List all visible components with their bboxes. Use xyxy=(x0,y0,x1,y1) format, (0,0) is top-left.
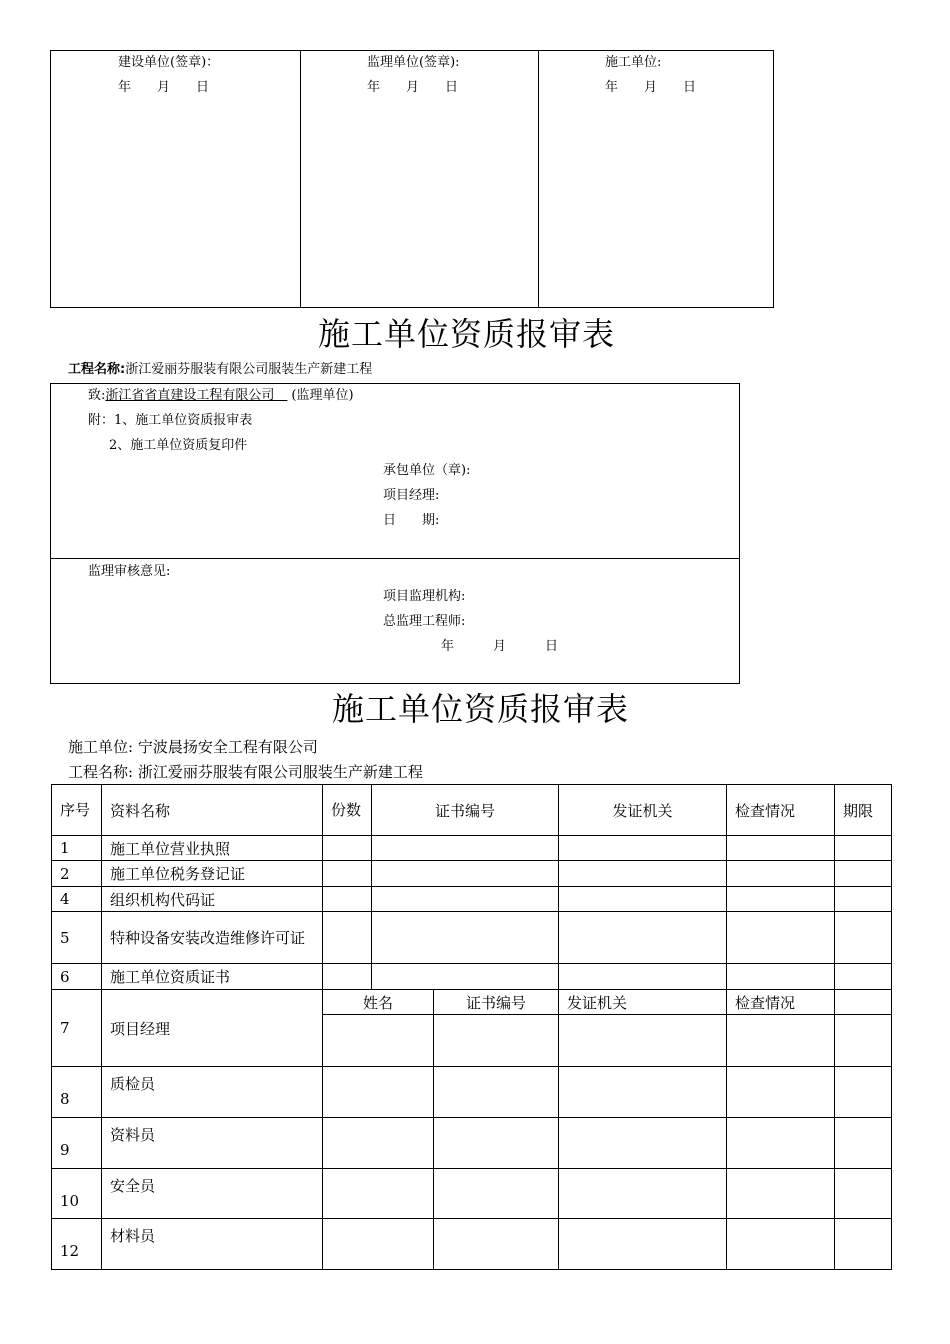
row-check[interactable] xyxy=(727,1015,835,1067)
row-check[interactable] xyxy=(727,836,835,861)
form1-to-suffix: (监理单位) xyxy=(291,388,354,403)
form1-project-label: 工程名称: xyxy=(68,362,126,377)
row-period[interactable] xyxy=(835,836,892,861)
row-check[interactable] xyxy=(727,887,835,912)
row-copies[interactable] xyxy=(323,887,372,912)
personnel-header-issuer: 发证机关 xyxy=(559,990,727,1015)
row-issuer[interactable] xyxy=(559,912,727,964)
form1-to-prefix: 致: xyxy=(88,388,106,403)
row-seq: 8 xyxy=(52,1067,102,1118)
row-period[interactable] xyxy=(835,1067,892,1118)
row-check[interactable] xyxy=(727,1118,835,1169)
owner-sign-label: 建设单位(签章)： xyxy=(118,55,220,70)
row-person-name[interactable] xyxy=(323,1169,434,1219)
supervisor-sign-date: 年 月 日 xyxy=(367,80,459,95)
row-copies[interactable] xyxy=(323,912,372,964)
qualification-table xyxy=(51,784,892,1270)
row-copies[interactable] xyxy=(323,964,372,990)
form2-project-line: 工程名称: 浙江爱丽芬服装有限公司服装生产新建工程 xyxy=(68,763,423,781)
row-seq: 4 xyxy=(52,887,102,912)
row-period[interactable] xyxy=(835,912,892,964)
personnel-header-check: 检查情况 xyxy=(727,990,835,1015)
table-row xyxy=(52,1067,892,1118)
row-doc-name: 施工单位税务登记证 xyxy=(102,861,323,887)
row-role: 资料员 xyxy=(102,1118,323,1169)
form2-unit-line: 施工单位: 宁波晨扬安全工程有限公司 xyxy=(68,738,318,756)
form1-review-date: 年 月 日 xyxy=(441,639,559,654)
personnel-header-period xyxy=(835,990,892,1015)
row-cert-no[interactable] xyxy=(372,861,559,887)
row-person-name[interactable] xyxy=(323,1067,434,1118)
table-row xyxy=(52,1118,892,1169)
header-seq: 序号 xyxy=(52,785,102,836)
row-doc-name: 施工单位营业执照 xyxy=(102,836,323,861)
row-cert-no[interactable] xyxy=(434,1015,559,1067)
row-copies[interactable] xyxy=(323,836,372,861)
row-period[interactable] xyxy=(835,1169,892,1219)
header-issuer: 发证机关 xyxy=(559,785,727,836)
form1-date: 日 期: xyxy=(383,513,440,528)
personnel-header-name: 姓名 xyxy=(323,990,434,1015)
row-person-name[interactable] xyxy=(323,1219,434,1270)
table-row xyxy=(52,912,892,964)
form1-project-name: 浙江爱丽芬服装有限公司服装生产新建工程 xyxy=(125,362,373,377)
row-cert-no[interactable] xyxy=(434,1169,559,1219)
row-seq: 9 xyxy=(52,1118,102,1169)
form1-project-line xyxy=(68,362,372,378)
row-issuer[interactable] xyxy=(559,1067,727,1118)
owner-sign-date: 年 月 日 xyxy=(118,80,210,95)
row-cert-no[interactable] xyxy=(372,836,559,861)
table-row xyxy=(52,1219,892,1270)
form1-contractor: 承包单位（章): xyxy=(383,463,471,478)
table-row xyxy=(52,1169,892,1219)
row-cert-no[interactable] xyxy=(372,912,559,964)
header-period: 期限 xyxy=(835,785,892,836)
form1-project-manager: 项目经理: xyxy=(383,488,440,503)
row-role: 材料员 xyxy=(102,1219,323,1270)
form1-to-org: 浙江省省直建设工程有限公司 xyxy=(105,388,288,403)
row-seq: 1 xyxy=(52,836,102,861)
form1-review-label: 监理审核意见: xyxy=(88,564,171,579)
table-row xyxy=(52,861,892,887)
table-row xyxy=(52,964,892,990)
supervisor-sign-label: 监理单位(签章): xyxy=(367,55,460,70)
header-doc-name: 资料名称 xyxy=(102,785,323,836)
form1-attachment-2: 2、施工单位资质复印件 xyxy=(109,438,248,453)
form1-review-org: 项目监理机构: xyxy=(383,589,466,604)
row-cert-no[interactable] xyxy=(434,1219,559,1270)
row-period[interactable] xyxy=(835,861,892,887)
form1-divider xyxy=(50,558,740,559)
row-cert-no[interactable] xyxy=(434,1118,559,1169)
form1-attachment-1: 附：1、施工单位资质报审表 xyxy=(88,413,253,428)
contractor-sign-date: 年 月 日 xyxy=(605,80,697,95)
row-person-name[interactable] xyxy=(323,1118,434,1169)
contractor-sign-label: 施工单位: xyxy=(605,55,662,70)
table-row xyxy=(52,836,892,861)
row-role: 项目经理 xyxy=(102,990,323,1067)
row-period[interactable] xyxy=(835,1219,892,1270)
signature-divider xyxy=(538,50,539,308)
header-copies: 份数 xyxy=(323,785,372,836)
row-period[interactable] xyxy=(835,964,892,990)
row-doc-name: 施工单位资质证书 xyxy=(102,964,323,990)
row-cert-no[interactable] xyxy=(372,964,559,990)
table-header-row xyxy=(52,785,892,836)
row-seq: 6 xyxy=(52,964,102,990)
row-doc-name: 特种设备安装改造维修许可证 xyxy=(102,912,323,964)
row-issuer[interactable] xyxy=(559,1118,727,1169)
personnel-header-cert-no: 证书编号 xyxy=(434,990,559,1015)
form1-chief-engineer: 总监理工程师: xyxy=(383,614,466,629)
row-issuer[interactable] xyxy=(559,964,727,990)
row-copies[interactable] xyxy=(323,861,372,887)
row-role: 安全员 xyxy=(102,1169,323,1219)
row-issuer[interactable] xyxy=(559,887,727,912)
row-person-name[interactable] xyxy=(323,1015,434,1067)
row-seq: 2 xyxy=(52,861,102,887)
row-check[interactable] xyxy=(727,1067,835,1118)
row-check[interactable] xyxy=(727,1219,835,1270)
header-cert-no: 证书编号 xyxy=(372,785,559,836)
table-row xyxy=(52,887,892,912)
row-issuer[interactable] xyxy=(559,836,727,861)
row-role: 质检员 xyxy=(102,1067,323,1118)
signature-divider xyxy=(300,50,301,308)
row-cert-no[interactable] xyxy=(434,1067,559,1118)
row-seq: 7 xyxy=(52,990,102,1067)
row-cert-no[interactable] xyxy=(372,887,559,912)
row-check[interactable] xyxy=(727,912,835,964)
row-issuer[interactable] xyxy=(559,1169,727,1219)
row-check[interactable] xyxy=(727,861,835,887)
row-issuer[interactable] xyxy=(559,1015,727,1067)
row-issuer[interactable] xyxy=(559,861,727,887)
row-issuer[interactable] xyxy=(559,1219,727,1270)
personnel-header-row xyxy=(52,990,892,1015)
form1-to-line xyxy=(88,388,354,404)
row-period[interactable] xyxy=(835,1015,892,1067)
row-check[interactable] xyxy=(727,1169,835,1219)
form1-title: 施工单位资质报审表 xyxy=(318,315,616,353)
row-period[interactable] xyxy=(835,1118,892,1169)
form2-title: 施工单位资质报审表 xyxy=(332,690,630,728)
row-seq: 12 xyxy=(52,1219,102,1270)
row-seq: 5 xyxy=(52,912,102,964)
header-check: 检查情况 xyxy=(727,785,835,836)
row-seq: 10 xyxy=(52,1169,102,1219)
row-doc-name: 组织机构代码证 xyxy=(102,887,323,912)
row-period[interactable] xyxy=(835,887,892,912)
row-check[interactable] xyxy=(727,964,835,990)
